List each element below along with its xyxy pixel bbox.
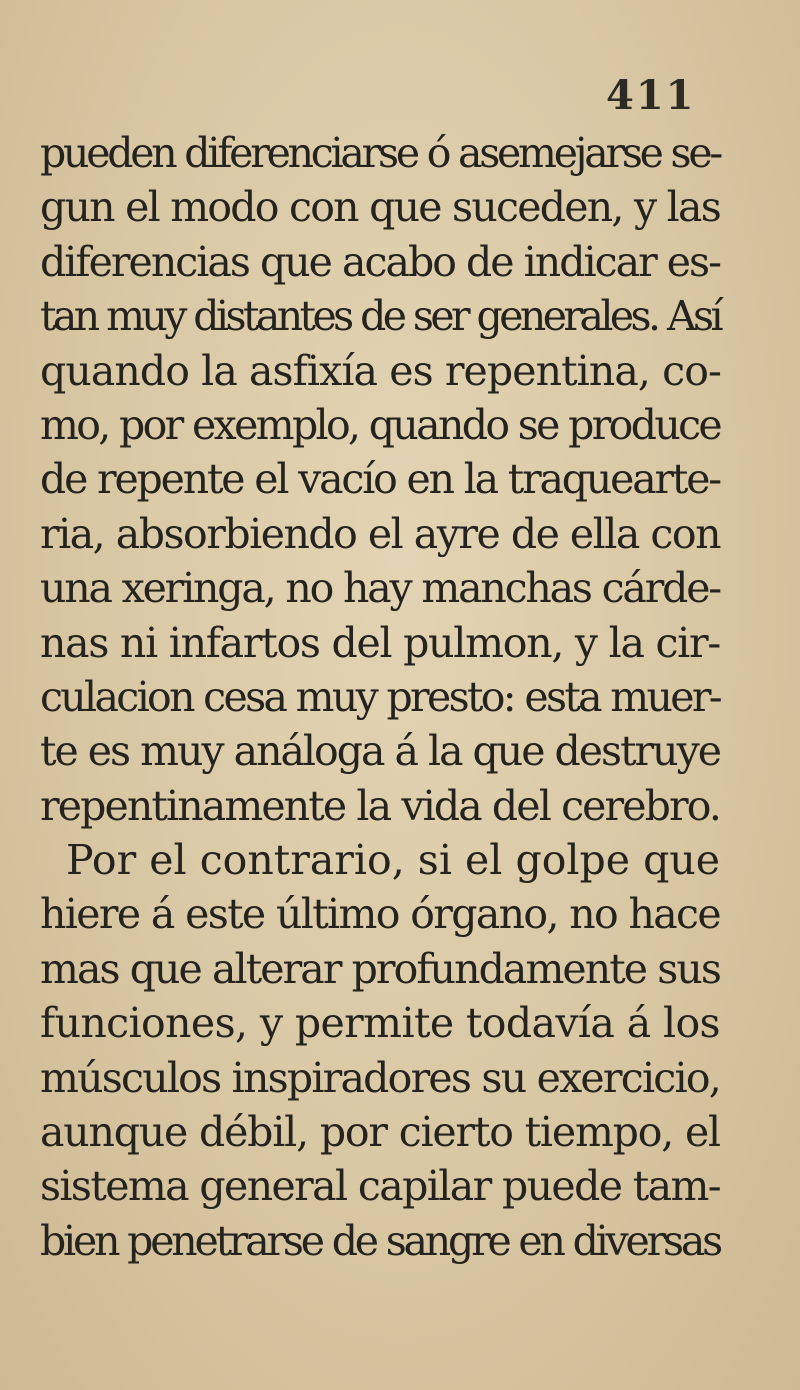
text-line: quando la asfixía es repentina, co- (40, 346, 721, 395)
text-line: ria, absorbiendo el ayre de ella con (40, 509, 720, 558)
text-line: te es muy análoga á la que destruye (40, 727, 720, 776)
text-line: nas ni infartos del pulmon, y la cir- (40, 618, 720, 667)
body-text (40, 126, 720, 1268)
text-line: sistema general capilar puede tam- (40, 1162, 720, 1211)
text-line: repentinamente la vida del cerebro. (40, 781, 720, 830)
text-line: de repente el vacío en la traquearte- (40, 455, 720, 504)
text-line: hiere á este último órgano, no hace (40, 890, 720, 939)
text-line: mas que alterar profundamente sus (40, 944, 720, 993)
text-line: funciones, y permite todavía á los (40, 999, 720, 1048)
text-line: Por el contrario, si el golpe que (66, 836, 720, 885)
text-line: bien penetrarse de sangre en diversas (40, 1216, 720, 1265)
text-line: pueden diferenciarse ó asemejarse se- (40, 129, 720, 177)
text-line: gun el modo con que suceden, y las (40, 183, 720, 232)
text-line: mo, por exemplo, quando se produce (40, 400, 721, 449)
text-line: una xeringa, no hay manchas cárde- (40, 564, 720, 613)
text-line: culacion cesa muy presto: esta muer- (40, 672, 720, 721)
text-line: tan muy distantes de ser generales. Así (40, 292, 720, 341)
text-line: diferencias que acabo de indicar es- (40, 237, 720, 286)
text-line: músculos inspiradores su exercicio, (40, 1053, 720, 1102)
text-line: aunque débil, por cierto tiempo, el (40, 1108, 720, 1157)
page-number: 411 (606, 72, 696, 119)
